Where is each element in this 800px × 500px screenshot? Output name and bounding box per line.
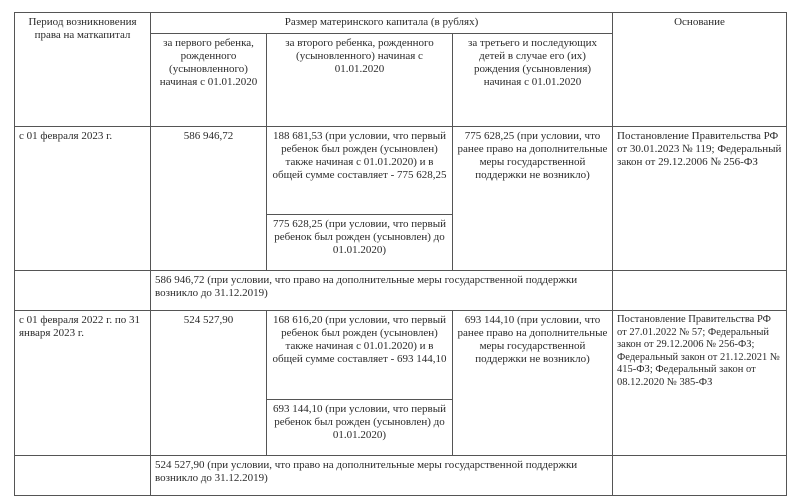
third-child-amount-2023: 775 628,25 (при условии, что ранее право на дополнительные меры государственной поддержки не возникло): [453, 126, 613, 270]
second-child-amount-b-2022: 693 144,10 (при условии, что первый ребенок был рожден (усыновлен) до 01.01.2020): [267, 399, 453, 455]
header-period: Период возникновения права на маткапитал: [15, 13, 151, 127]
table-row: [15, 455, 787, 495]
second-child-amount-b-2023: 775 628,25 (при условии, что первый ребенок был рожден (усыновлен) до 01.01.2020): [267, 215, 453, 271]
basis-2022: Постановление Правительства РФ от 27.01.2022 № 57; Федеральный закон от 29.12.2006 № 256-ФЗ; Федеральный закон от 21.12.2021 № 415-ФЗ; Федеральный закон от 08.12.2020 № 385-ФЗ: [613, 311, 787, 455]
table-row: [15, 126, 787, 215]
note-2022: 524 527,90 (при условии, что право на дополнительные меры государственной поддержки возникло до 31.12.2019): [151, 455, 613, 495]
third-child-amount-2022: 693 144,10 (при условии, что ранее право на дополнительные меры государственной поддержки не возникло): [453, 311, 613, 455]
matcapital-table: [14, 12, 787, 496]
first-child-amount-2023: 586 946,72: [151, 126, 267, 270]
header-amount: Размер материнского капитала (в рублях): [151, 13, 613, 34]
second-child-amount-a-2023: 188 681,53 (при условии, что первый ребенок был рожден (усыновлен) также начиная с 01.01.2020) и в общей сумме составляет - 775 628,25: [267, 126, 453, 215]
header-basis: Основание: [613, 13, 787, 127]
table-row: [15, 311, 787, 400]
note-2023: 586 946,72 (при условии, что право на дополнительные меры государственной поддержки возникло до 31.12.2019): [151, 271, 613, 311]
header-second-child: за второго ребенка, рожденного (усыновленного) начиная с 01.01.2020: [267, 34, 453, 127]
table-row: [15, 271, 787, 311]
header-first-child: за первого ребенка, рожденного (усыновленного) начиная с 01.01.2020: [151, 34, 267, 127]
header-third-child: за третьего и последующих детей в случае его (их) рождения (усыновления) начиная с 01.01.2020: [453, 34, 613, 127]
period-2023: с 01 февраля 2023 г.: [15, 126, 151, 270]
second-child-amount-a-2022: 168 616,20 (при условии, что первый ребенок был рожден (усыновлен) также начиная с 01.01.2020) и в общей сумме составляет - 693 144,10: [267, 311, 453, 400]
period-2022: с 01 февраля 2022 г. по 31 января 2023 г.: [15, 311, 151, 455]
basis-2023: Постановление Правительства РФ от 30.01.2023 № 119; Федеральный закон от 29.12.2006 № 256-ФЗ: [613, 126, 787, 270]
first-child-amount-2022: 524 527,90: [151, 311, 267, 455]
